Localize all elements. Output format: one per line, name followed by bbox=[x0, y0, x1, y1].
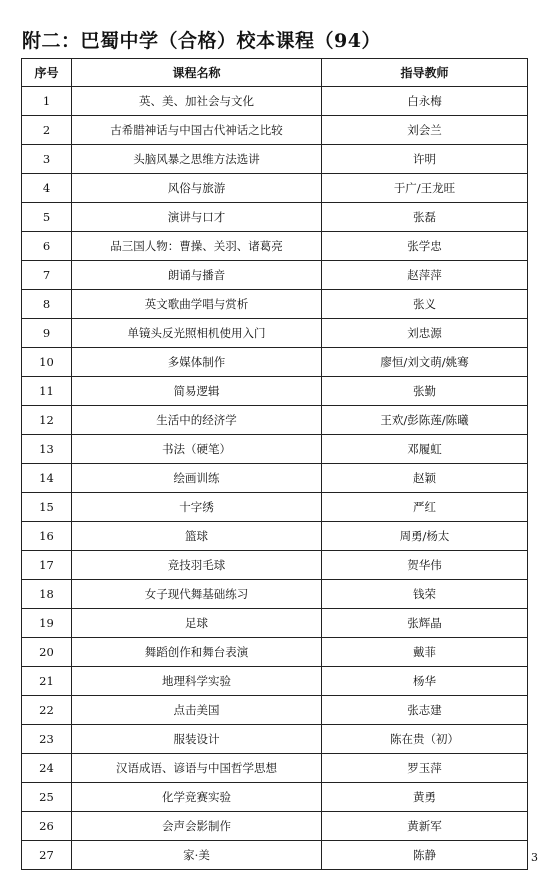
course-name: 篮球 bbox=[72, 522, 322, 551]
row-number: 10 bbox=[22, 348, 72, 377]
table-row bbox=[22, 232, 528, 261]
teacher-name: 钱荣 bbox=[322, 580, 528, 609]
teacher-name: 许明 bbox=[322, 145, 528, 174]
row-number: 12 bbox=[22, 406, 72, 435]
teacher-name: 张磊 bbox=[322, 203, 528, 232]
teacher-name: 罗玉萍 bbox=[322, 754, 528, 783]
table-row bbox=[22, 87, 528, 116]
table-header-row bbox=[22, 59, 528, 87]
row-number: 1 bbox=[22, 87, 72, 116]
row-number: 8 bbox=[22, 290, 72, 319]
table-row bbox=[22, 725, 528, 754]
course-name: 竞技羽毛球 bbox=[72, 551, 322, 580]
table-body bbox=[22, 87, 528, 870]
teacher-name: 王欢/彭陈莲/陈曦 bbox=[322, 406, 528, 435]
row-number: 11 bbox=[22, 377, 72, 406]
teacher-name: 张志建 bbox=[322, 696, 528, 725]
course-name: 十字绣 bbox=[72, 493, 322, 522]
table-row bbox=[22, 754, 528, 783]
course-name: 绘画训练 bbox=[72, 464, 322, 493]
course-name: 演讲与口才 bbox=[72, 203, 322, 232]
course-name: 生活中的经济学 bbox=[72, 406, 322, 435]
teacher-name: 邓履虹 bbox=[322, 435, 528, 464]
table-row bbox=[22, 174, 528, 203]
course-name: 点击美国 bbox=[72, 696, 322, 725]
course-name: 简易逻辑 bbox=[72, 377, 322, 406]
teacher-name: 贺华伟 bbox=[322, 551, 528, 580]
teacher-name: 黄新军 bbox=[322, 812, 528, 841]
table-row bbox=[22, 377, 528, 406]
row-number: 2 bbox=[22, 116, 72, 145]
document-title: 附二：巴蜀中学（合格）校本课程（94） bbox=[22, 30, 381, 52]
row-number: 17 bbox=[22, 551, 72, 580]
row-number: 26 bbox=[22, 812, 72, 841]
teacher-name: 于广/王龙旺 bbox=[322, 174, 528, 203]
page-number: 3 bbox=[531, 851, 538, 864]
row-number: 5 bbox=[22, 203, 72, 232]
teacher-name: 陈静 bbox=[322, 841, 528, 870]
header-number: 序号 bbox=[22, 59, 72, 87]
course-name: 舞蹈创作和舞台表演 bbox=[72, 638, 322, 667]
teacher-name: 戴菲 bbox=[322, 638, 528, 667]
course-name: 汉语成语、谚语与中国哲学思想 bbox=[72, 754, 322, 783]
row-number: 9 bbox=[22, 319, 72, 348]
teacher-name: 张学忠 bbox=[322, 232, 528, 261]
course-name: 女子现代舞基础练习 bbox=[72, 580, 322, 609]
teacher-name: 严红 bbox=[322, 493, 528, 522]
row-number: 25 bbox=[22, 783, 72, 812]
teacher-name: 赵颖 bbox=[322, 464, 528, 493]
row-number: 6 bbox=[22, 232, 72, 261]
row-number: 23 bbox=[22, 725, 72, 754]
teacher-name: 赵萍萍 bbox=[322, 261, 528, 290]
teacher-name: 张义 bbox=[322, 290, 528, 319]
teacher-name: 张勤 bbox=[322, 377, 528, 406]
table-row bbox=[22, 493, 528, 522]
row-number: 21 bbox=[22, 667, 72, 696]
table-row bbox=[22, 667, 528, 696]
teacher-name: 刘忠源 bbox=[322, 319, 528, 348]
table-row bbox=[22, 406, 528, 435]
teacher-name: 周勇/杨太 bbox=[322, 522, 528, 551]
row-number: 4 bbox=[22, 174, 72, 203]
course-name: 朗诵与播音 bbox=[72, 261, 322, 290]
table-row bbox=[22, 551, 528, 580]
row-number: 7 bbox=[22, 261, 72, 290]
header-teacher: 指导教师 bbox=[322, 59, 528, 87]
course-table bbox=[21, 58, 528, 870]
course-name: 家·美 bbox=[72, 841, 322, 870]
teacher-name: 张辉晶 bbox=[322, 609, 528, 638]
row-number: 16 bbox=[22, 522, 72, 551]
row-number: 20 bbox=[22, 638, 72, 667]
table-row bbox=[22, 145, 528, 174]
course-name: 足球 bbox=[72, 609, 322, 638]
table-row bbox=[22, 638, 528, 667]
table-row bbox=[22, 290, 528, 319]
course-name: 多媒体制作 bbox=[72, 348, 322, 377]
table-row bbox=[22, 203, 528, 232]
course-name: 单镜头反光照相机使用入门 bbox=[72, 319, 322, 348]
row-number: 13 bbox=[22, 435, 72, 464]
table-row bbox=[22, 319, 528, 348]
row-number: 14 bbox=[22, 464, 72, 493]
teacher-name: 廖恒/刘文萌/姚骞 bbox=[322, 348, 528, 377]
table-row bbox=[22, 435, 528, 464]
table-row bbox=[22, 609, 528, 638]
course-name: 古希腊神话与中国古代神话之比较 bbox=[72, 116, 322, 145]
table-row bbox=[22, 261, 528, 290]
table-row bbox=[22, 348, 528, 377]
table-row bbox=[22, 696, 528, 725]
table-row bbox=[22, 580, 528, 609]
row-number: 15 bbox=[22, 493, 72, 522]
row-number: 18 bbox=[22, 580, 72, 609]
teacher-name: 刘会兰 bbox=[322, 116, 528, 145]
table-row bbox=[22, 812, 528, 841]
teacher-name: 陈在贵（初） bbox=[322, 725, 528, 754]
table-row bbox=[22, 783, 528, 812]
course-name: 风俗与旅游 bbox=[72, 174, 322, 203]
course-name: 英文歌曲学唱与赏析 bbox=[72, 290, 322, 319]
course-name: 化学竞赛实验 bbox=[72, 783, 322, 812]
table-row bbox=[22, 841, 528, 870]
row-number: 3 bbox=[22, 145, 72, 174]
table-row bbox=[22, 464, 528, 493]
header-course-name: 课程名称 bbox=[72, 59, 322, 87]
course-name: 品三国人物：曹操、关羽、诸葛亮 bbox=[72, 232, 322, 261]
row-number: 22 bbox=[22, 696, 72, 725]
row-number: 27 bbox=[22, 841, 72, 870]
course-name: 会声会影制作 bbox=[72, 812, 322, 841]
course-name: 服装设计 bbox=[72, 725, 322, 754]
teacher-name: 黄勇 bbox=[322, 783, 528, 812]
course-name: 地理科学实验 bbox=[72, 667, 322, 696]
teacher-name: 白永梅 bbox=[322, 87, 528, 116]
course-name: 书法（硬笔） bbox=[72, 435, 322, 464]
row-number: 24 bbox=[22, 754, 72, 783]
table-row bbox=[22, 116, 528, 145]
course-name: 头脑风暴之思维方法选讲 bbox=[72, 145, 322, 174]
course-name: 英、美、加社会与文化 bbox=[72, 87, 322, 116]
table-row bbox=[22, 522, 528, 551]
row-number: 19 bbox=[22, 609, 72, 638]
teacher-name: 杨华 bbox=[322, 667, 528, 696]
